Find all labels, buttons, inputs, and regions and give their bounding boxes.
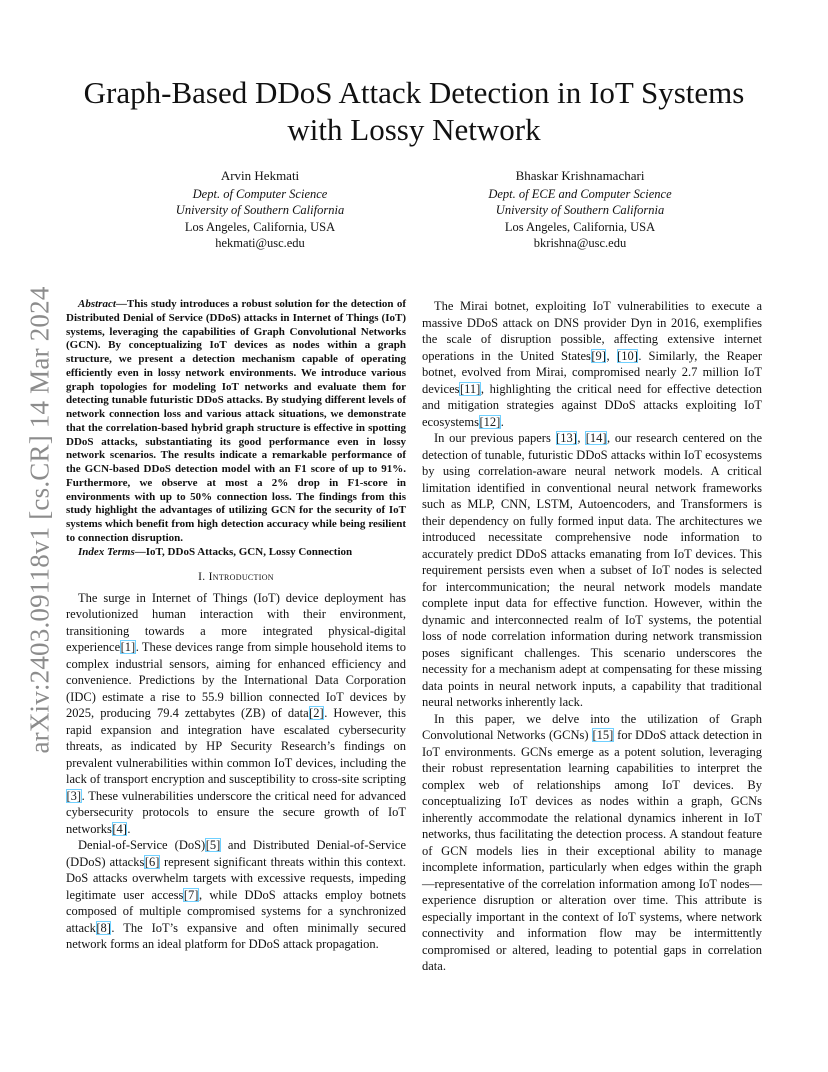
paragraph-text: In our previous papers — [434, 431, 556, 445]
author-department: Dept. of ECE and Computer Science — [488, 186, 672, 201]
citation-link[interactable]: [7] — [183, 887, 199, 902]
paragraph-text: Denial-of-Service (DoS) — [78, 838, 206, 853]
section-title: Introduction — [208, 571, 274, 584]
author-email[interactable]: bkrishna@usc.edu — [533, 236, 627, 250]
right-column — [422, 298, 762, 975]
paragraph-text: , our research centered on the detection of tunable, futuristic DDoS attacks within IoT ecosystems by using correlation-aware neural network models. A critical limitation identified in conventional neural network frameworks such as MLP, CNN, LSTM, Autoencoders, and Transformers is their dependency on fully formed input data. The architectures we introduced necessitate comprehensive node information to accurately predict DDoS attacks emanating from IoT devices. This requirement persists even when a subset of IoT nodes is selected for intercommunication; the neural network models mandate complete input data for effective function. However, within the dynamic and interconnected realm of IoT systems, the potential loss of node correlation information during network transmission poses significant challenges. This scenario underscores the necessity for a mechanism adept at compensating for these missing data points in neural network inputs, a capability that traditional neural networks inherently lack. — [422, 431, 763, 709]
author-university: University of Southern California — [175, 203, 345, 217]
author-location: Los Angeles, California, USA — [184, 219, 336, 234]
paragraph — [422, 711, 762, 975]
arxiv-identifier[interactable]: arXiv:2403.09118v1 [cs.CR] 14 Mar 2024 — [24, 286, 55, 754]
abstract-label: Abstract — [78, 298, 116, 310]
author-block-1 — [150, 168, 370, 252]
citation-link[interactable]: [2] — [309, 706, 324, 721]
paragraph-text: and Distributed Denial-of-Service (DDoS) attacks — [66, 838, 406, 869]
paragraph-text: The Mirai botnet, exploiting IoT vulnerabilities to execute a massive DDoS attack on DNS provider Dyn in 2016, exemplifies the scale of disruption possible, affecting extensive internet operations in the United States — [422, 299, 762, 363]
author-department: Dept. of Computer Science — [192, 186, 328, 201]
citation-link[interactable]: [12] — [479, 414, 501, 429]
citation-link[interactable]: [10] — [617, 348, 638, 363]
paper-title: Graph-Based DDoS Attack Detection in IoT Systems with Lossy Network — [83, 75, 745, 147]
paragraph-text: , highlighting the critical need for effective detection and mitigation strategies against DDoS attacks exploiting IoT ecosystems — [422, 381, 762, 429]
author-name: Arvin Hekmati — [220, 168, 300, 183]
paragraph-text: . The IoT’s expansive and often minimally secured network forms an ideal platform for DDoS attack propagation. — [66, 920, 406, 952]
citation-link[interactable]: [9] — [591, 348, 606, 363]
index-terms-text: —IoT, DDoS Attacks, GCN, Lossy Connection — [134, 545, 353, 558]
paragraph-text: The surge in Internet of Things (IoT) device deployment has revolutionized human interaction with their environment, transitioning towards a more integrated physical-digital experience — [66, 590, 406, 655]
author-name: Bhaskar Krishnamachari — [515, 168, 645, 183]
author-university: University of Southern California — [495, 203, 665, 217]
paragraph-text: . These devices range from simple household items to complex industrial sensors, aiming for enhanced efficiency and convenience. Predictions by the International Data Corporation (IDC) estimate a rise to 55.9 billion connected IoT devices by 2025, producing 79.4 zettabytes (ZB) of data — [66, 640, 406, 721]
abstract-text: —This study introduces a robust solution for the detection of Distributed Denial of Service (DDoS) attacks in Internet of Things (IoT) systems, leveraging the capabilities of Graph Convolutional Networks (GCN). By conceptualizing IoT devices as nodes within a graph structure, we present a detection mechanism capable of operating efficiently even in lossy network environments. We introduce various graph topologies for modeling IoT networks and evaluate them for detecting tunable futuristic DDoS attacks. By studying different levels of network connection loss and various attack situations, we demonstrate that the correlation-based hybrid graph structure is effective in spotting DDoS attacks, substantiating its good performance even in lossy network scenarios. The results indicate a remarkable performance of the GCN-based DDoS detection model with an F1 score of up to 91%. Furthermore, we observe at most a 2% drop in F1-score in environments with up to 50% connection loss. The findings from this study highlight the advantages of utilizing GCN for the security of IoT systems which benefit from high detection accuracy while being resilient to connection disruption. — [66, 298, 406, 544]
citation-link[interactable]: [6] — [144, 854, 160, 869]
citation-link[interactable]: [11] — [459, 381, 481, 396]
paragraph — [422, 430, 762, 711]
paragraph-text: for DDoS attack detection in IoT environments. GCNs emerge as a potent solution, leveraging their robust representation learning capabilities to interpret the complex web of relationships among IoT devices. By conceptualizing IoT devices as nodes within a graph, GCNs inherently accommodate the relational dynamics inherent in IoT networks, thus facilitating the detection process. A standout feature of GCN models lies in their exceptional ability to manage incomplete information, particularly when edges within the graph—representative of the correlation information among IoT nodes—experience disruption or alteration over time. This attribute is especially important in the context of IoT systems, where network connectivity and information flow may be intermittently compromised or altered, leading to potential gaps in correlation data. — [422, 728, 762, 973]
section-number: I. — [198, 571, 206, 584]
paragraph-text: In this paper, we delve into the utilization of Graph Convolutional Networks (GCNs) — [422, 711, 762, 742]
citation-link[interactable]: [3] — [66, 788, 82, 803]
paragraph-text: , — [606, 348, 617, 363]
citation-link[interactable]: [15] — [592, 728, 614, 742]
author-email[interactable]: hekmati@usc.edu — [215, 236, 305, 250]
citation-link[interactable]: [13] — [556, 431, 577, 445]
citation-link[interactable]: [1] — [120, 640, 136, 655]
index-terms — [66, 546, 406, 560]
citation-link[interactable]: [4] — [112, 821, 127, 836]
index-terms-label: Index Terms — [78, 545, 135, 558]
paragraph-text: . However, this rapid expansion and integration have escalated cybersecurity threats, as indicated by HP Security Research’s findings on prevalent vulnerabilities within common IoT devices, including the lack of transport encryption and susceptibility to cross-site scripting — [66, 706, 406, 787]
paragraph-text: , — [577, 431, 586, 445]
citation-link[interactable]: [5] — [205, 838, 221, 853]
paragraph-text: . Similarly, the Reaper botnet, evolved from Mirai, compromised nearly 2.7 million IoT devices — [422, 348, 762, 396]
abstract — [66, 298, 406, 546]
citation-link[interactable]: [8] — [96, 920, 111, 935]
paragraph-text: . These vulnerabilities underscore the critical need for advanced cybersecurity protocols to ensure the secure growth of IoT networks — [66, 788, 406, 836]
paragraph-text: represent significant threats within this context. DoS attacks overwhelm targets with excessive requests, impeding legitimate user access — [66, 854, 406, 902]
paragraph-text: . — [127, 821, 131, 836]
section-heading — [66, 569, 406, 586]
author-location: Los Angeles, California, USA — [504, 219, 656, 234]
author-block-2 — [460, 168, 700, 252]
left-column — [66, 298, 406, 953]
paragraph-text: . — [500, 414, 504, 429]
paragraph — [422, 298, 762, 430]
citation-link[interactable]: [14] — [585, 431, 607, 445]
paragraph — [66, 590, 406, 838]
paragraph-text: , while DDoS attacks employ botnets composed of multiple compromised systems for a synchronized attack — [66, 887, 406, 935]
paragraph — [66, 837, 406, 953]
